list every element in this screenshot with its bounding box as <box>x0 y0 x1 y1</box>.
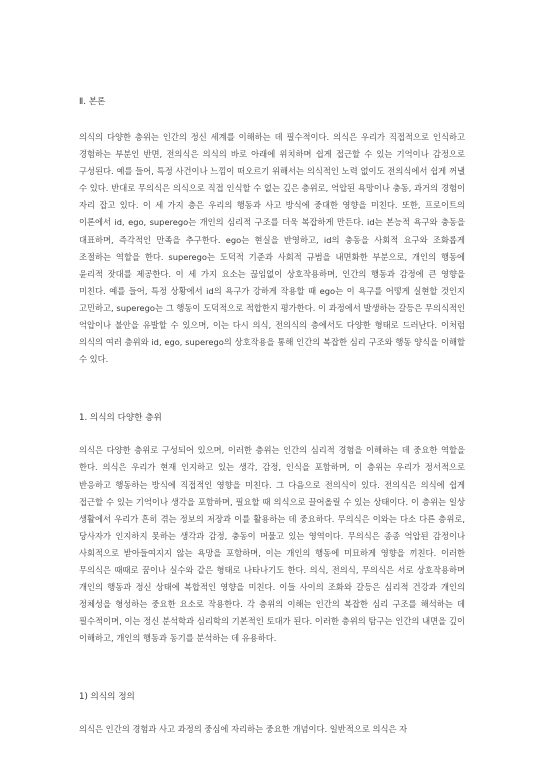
intro-paragraph: 의식의 다양한 층위는 인간의 정신 세계를 이해하는 데 필수적이다. 의식은 우리가 직접적으로 인식하고 경험하는 부분인 반면, 전의식은 의식의 바로 아래에 위치하며 쉽게 접근할 수 있는 기억이나 감정으로 구성된다. 예를 들어, 특정 사건이나 느낌이 떠오르기 위해서는 의식적인 노력 없이도 전의식에서 쉽게 꺼낼 수 있다. 반대로 무의식은 의식으로 직접 인식할 수 없는 깊은 층위로, 억압된 욕망이나 충동, 과거의 경험이 자리 잡고 있다. 이 세 가지 층은 우리의 행동과 사고 방식에 중대한 영향을 미친다. 또한, 프로이트의 이론에서 id, ego, superego는 개인의 심리적 구조를 더욱 복잡하게 만든다. id는 본능적 욕구와 충동을 대표하며, 즉각적인 만족을 추구한다. ego는 현실을 반영하고, id의 충동을 사회적 요구와 조화롭게 조절하는 역할을 한다. superego는 도덕적 기준과 사회적 규범을 내면화한 부분으로, 개인의 행동에 윤리적 잣대를 제공한다. 이 세 가지 요소는 끊임없이 상호작용하며, 인간의 행동과 감정에 큰 영향을 미친다. 예를 들어, 특정 상황에서 id의 욕구가 강하게 작용할 때 ego는 이 욕구를 어떻게 실현할 것인지 고민하고, superego는 그 행동이 도덕적으로 적합한지 평가한다. 이 과정에서 발생하는 갈등은 무의식적인 억압이나 불안을 유발할 수 있으며, 이는 다시 의식, 전의식의 층에서도 다양한 형태로 드러난다. 이처럼 의식의 여러 층위와 id, ego, superego의 상호작용을 통해 인간의 복잡한 심리 구조와 행동 양식을 이해할 수 있다. <box>79 132 465 365</box>
document-page <box>79 96 465 739</box>
subsection-2-title: 1) 의식의 정의 <box>79 692 135 703</box>
subsection-1-title: 1. 의식의 다양한 층위 <box>79 413 162 424</box>
subsection-1-paragraph: 의식은 다양한 층위로 구성되어 있으며, 이러한 층위는 인간의 심리적 경험을 이해하는 데 중요한 역할을 한다. 의식은 우리가 현재 인지하고 있는 생각, 감정, 인식을 포함하며, 이 층위는 우리가 정서적으로 반응하고 행동하는 방식에 직접적인 영향을 미친다. 그 다음으로 전의식이 있다. 전의식은 의식에 쉽게 접근할 수 있는 기억이나 생각을 포함하며, 필요할 때 의식으로 끌어올릴 수 있는 상태이다. 이 층위는 일상 생활에서 우리가 흔히 겪는 정보의 저장과 이를 활용하는 데 중요하다. 무의식은 이와는 다소 다른 층위로, 당사자가 인지하지 못하는 생각과 감정, 충동이 머물고 있는 영역이다. 무의식은 종종 억압된 감정이나 사회적으로 받아들여지지 않는 욕망을 포함하며, 이는 개인의 행동에 미묘하게 영향을 끼친다. 이러한 무의식은 때때로 꿈이나 실수와 같은 형태로 나타나기도 한다. 의식, 전의식, 무의식은 서로 상호작용하며 개인의 행동과 정신 상태에 복합적인 영향을 미친다. 이들 사이의 조화와 갈등은 심리적 건강과 개인의 정체성을 형성하는 중요한 요소로 작용한다. 각 층위의 이해는 인간의 복잡한 심리 구조를 해석하는 데 필수적이며, 이는 정신 분석학과 심리학의 기본적인 토대가 된다. 이러한 층위의 탐구는 인간의 내면을 깊이 이해하고, 개인의 행동과 동기를 분석하는 데 유용하다. <box>79 445 465 644</box>
section-title: Ⅱ. 본론 <box>79 97 106 107</box>
subsection-2-paragraph: 의식은 인간의 경험과 사고 과정의 중심에 자리하는 중요한 개념이다. 일반적으로 의식은 자 <box>79 724 408 735</box>
